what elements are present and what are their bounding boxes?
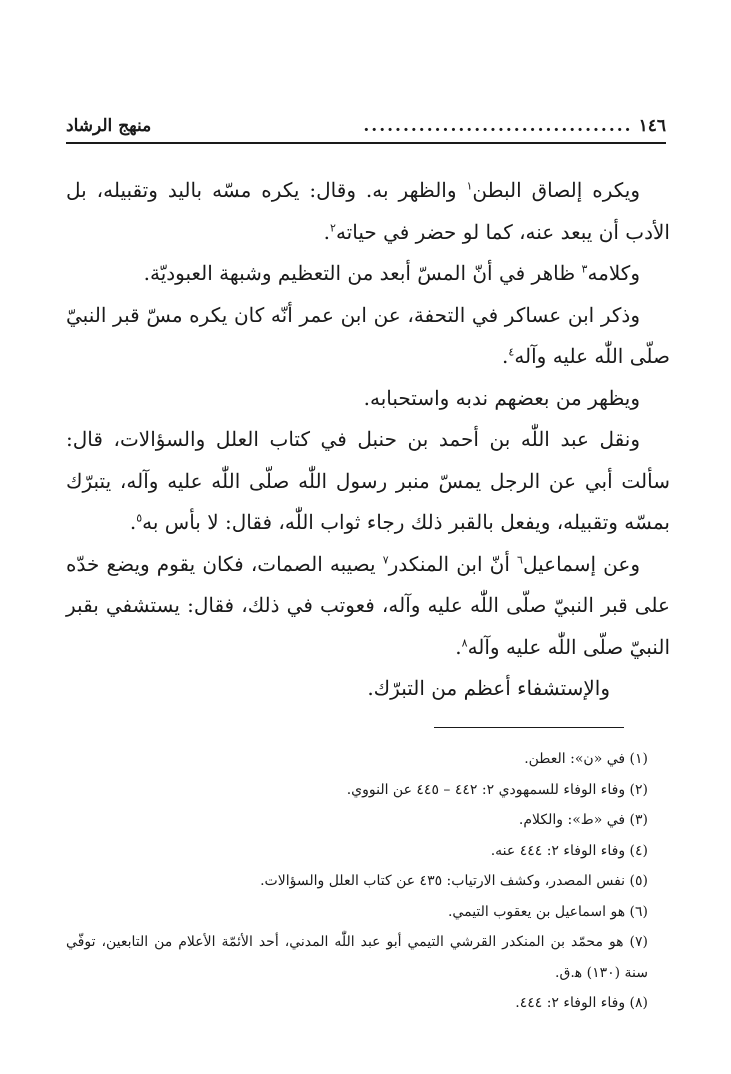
footnote-5: (٥) نفس المصدر، وكشف الارتياب: ٤٣٥ عن كتاب العلل والسؤالات. [260,873,648,889]
paragraph-3: وذكر ابن عساكر في التحفة، عن ابن عمر أنّه كان يكره مسّ قبر النبيّ صلّى اللّٰه عليه وآله$^٤$. [66,302,670,368]
footnote-ref-2: ٢ [330,220,336,234]
footnote-ref-4: ٤ [508,345,515,359]
footnote-1: (١) في «ن»: العطن. [524,751,648,767]
footnote-4: (٤) وفاء الوفاء ٢: ٤٤٤ عنه. [490,842,648,859]
footnote-ref-5: ٥ [136,511,143,525]
paragraph-4: ويظهر من بعضهم ندبه واستحبابه. [363,385,640,410]
footnote-6: (٦) هو اسماعيل بن يعقوب التيمي. [447,903,648,920]
page-number: ١٤٦ [638,116,666,136]
footnote-ref-6: ٦ [517,552,523,566]
footnote-2: (٢) وفاء الوفاء للسمهودي ٢: ٤٤٢ – ٤٤٥ عن النووي. [346,781,648,798]
paragraph-1: ويكره إلصاق البطن$^١$ والظهر به. وقال: يكره مسّه باليد وتقبيله، بل الأدب أن يبعد عنه، كما لو حضر في حياته$^٢$. [66,178,670,244]
footnote-ref-1: ١ [466,179,473,193]
running-title: منهج الرشاد [66,116,152,136]
leader-dots: .................................. [363,116,633,136]
footnote-8: (٨) وفاء الوفاء ٢: ٤٤٤. [515,995,648,1011]
footnote-separator [434,727,624,728]
paragraph-2: وكلامه$^٣$ ظاهر في أنّ المسّ أبعد من التعظيم وشبهة العبوديّة. [143,261,640,285]
footnote-ref-7: ٧ [382,552,389,566]
footnote-3: (٣) في «ط»: والكلام. [518,812,648,828]
main-text [66,170,670,710]
footnotes [66,744,666,1019]
footnote-ref-8: ٨ [461,635,468,649]
footnote-ref-3: ٣ [581,262,588,276]
paragraph-5: ونقل عبد اللّٰه بن أحمد بن حنبل في كتاب العلل والسؤالات، قال: سألت أبي عن الرجل يمسّ منبر رسول اللّٰه صلّى اللّٰه عليه وآله، يتبرّك بمسّه وتقبيله، ويفعل بالقبر ذلك رجاء ثواب اللّٰه، فقال: لا بأس به$^٥$. [66,427,670,534]
paragraph-7: والإستشفاء أعظم من التبرّك. [367,676,610,700]
running-header [66,114,666,144]
footnote-7: (٧) هو محمّد بن المنكدر القرشي التيمي أبو عبد اللّٰه المدني، أحد الأئمّة الأعلام من التابعين، توفّي سنة (١٣٠) ﻫ.ق. [66,934,648,981]
paragraph-6: وعن إسماعيل$^٦$ أنّ ابن المنكدر$^٧$ يصيبه الصمات، فكان يقوم ويضع خدّه على قبر النبيّ صلّى اللّٰه عليه وآله، فعوتب في ذلك، فقال: يستشفي بقبر النبيّ صلّى اللّٰه عليه وآله$^٨$. [66,551,670,659]
